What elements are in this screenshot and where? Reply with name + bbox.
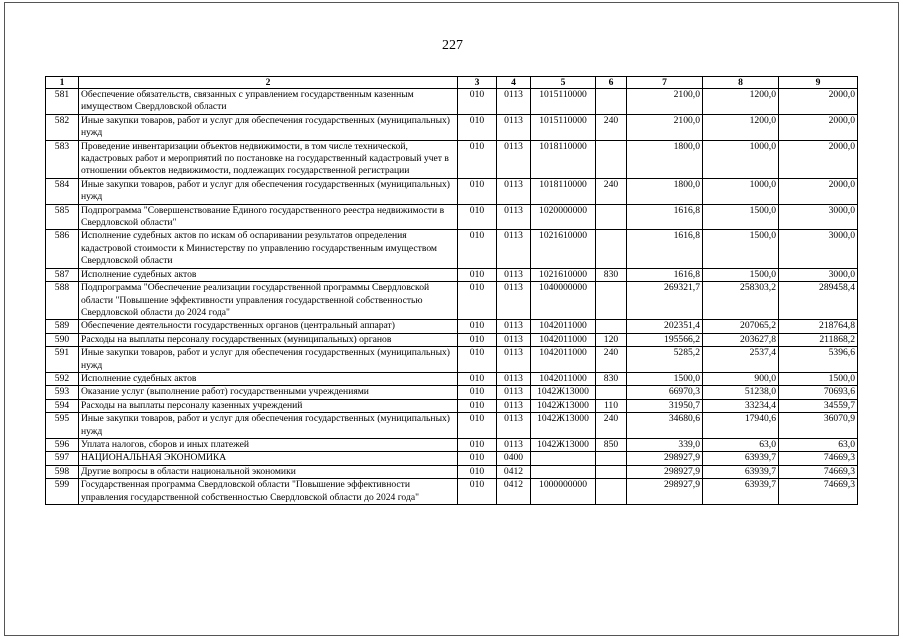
row-code-6 xyxy=(596,140,627,178)
row-number: 590 xyxy=(46,333,79,346)
row-code-4: 0113 xyxy=(497,230,531,268)
row-name: Проведение инвентаризации объектов недвижимости, в том числе технической, кадастровых работ и мероприятий по постановке на государственный кадастровый учет в отношении объектов недвижимости, подлежащих государственной регистрации xyxy=(79,140,458,178)
row-name: Обеспечение деятельности государственных органов (центральный аппарат) xyxy=(79,320,458,333)
row-code-3: 010 xyxy=(458,282,497,320)
row-code-3: 010 xyxy=(458,140,497,178)
row-code-6 xyxy=(596,465,627,478)
row-code-4: 0113 xyxy=(497,89,531,115)
row-code-5: 1021610000 xyxy=(531,268,596,281)
table-row xyxy=(46,479,858,505)
row-code-5: 1042Ж13000 xyxy=(531,399,596,412)
row-name: Иные закупки товаров, работ и услуг для обеспечения государственных (муниципальных) нужд xyxy=(79,347,458,373)
row-number: 589 xyxy=(46,320,79,333)
row-number: 595 xyxy=(46,413,79,439)
row-amount-8: 2537,4 xyxy=(703,347,779,373)
header-col-6: 6 xyxy=(596,77,627,89)
row-code-5: 1018110000 xyxy=(531,178,596,204)
row-number: 582 xyxy=(46,114,79,140)
row-number: 587 xyxy=(46,268,79,281)
row-number: 584 xyxy=(46,178,79,204)
table-row xyxy=(46,140,858,178)
row-code-3: 010 xyxy=(458,320,497,333)
row-code-6 xyxy=(596,204,627,230)
row-code-5: 1042011000 xyxy=(531,372,596,385)
row-amount-7: 5285,2 xyxy=(627,347,703,373)
row-code-4: 0113 xyxy=(497,268,531,281)
row-amount-8: 258303,2 xyxy=(703,282,779,320)
row-code-6: 830 xyxy=(596,268,627,281)
table-row xyxy=(46,413,858,439)
row-code-5: 1042Ж13000 xyxy=(531,386,596,399)
row-name: Другие вопросы в области национальной экономики xyxy=(79,465,458,478)
row-code-4: 0113 xyxy=(497,399,531,412)
row-name: Подпрограмма "Совершенствование Единого государственного реестра недвижимости в Свердловской области" xyxy=(79,204,458,230)
row-number: 594 xyxy=(46,399,79,412)
row-code-6: 240 xyxy=(596,413,627,439)
row-amount-9: 63,0 xyxy=(779,438,858,451)
row-code-3: 010 xyxy=(458,399,497,412)
row-amount-7: 2100,0 xyxy=(627,89,703,115)
row-number: 597 xyxy=(46,452,79,465)
table-row xyxy=(46,438,858,451)
row-amount-8: 900,0 xyxy=(703,372,779,385)
row-amount-9: 70693,6 xyxy=(779,386,858,399)
header-col-5: 5 xyxy=(531,77,596,89)
row-code-5: 1040000000 xyxy=(531,282,596,320)
row-amount-8: 51238,0 xyxy=(703,386,779,399)
row-amount-8: 1200,0 xyxy=(703,114,779,140)
row-amount-9: 3000,0 xyxy=(779,204,858,230)
row-amount-8: 1000,0 xyxy=(703,140,779,178)
row-amount-8: 63939,7 xyxy=(703,452,779,465)
row-amount-7: 1500,0 xyxy=(627,372,703,385)
row-amount-7: 195566,2 xyxy=(627,333,703,346)
row-code-6: 240 xyxy=(596,178,627,204)
row-code-3: 010 xyxy=(458,438,497,451)
budget-table xyxy=(45,76,858,505)
header-col-9: 9 xyxy=(779,77,858,89)
row-amount-9: 36070,9 xyxy=(779,413,858,439)
row-amount-9: 211868,2 xyxy=(779,333,858,346)
row-number: 598 xyxy=(46,465,79,478)
row-name: НАЦИОНАЛЬНАЯ ЭКОНОМИКА xyxy=(79,452,458,465)
row-code-6: 850 xyxy=(596,438,627,451)
header-col-2: 2 xyxy=(79,77,458,89)
row-name: Иные закупки товаров, работ и услуг для обеспечения государственных (муниципальных) нужд xyxy=(79,413,458,439)
header-col-7: 7 xyxy=(627,77,703,89)
table-row xyxy=(46,465,858,478)
row-amount-8: 1000,0 xyxy=(703,178,779,204)
row-code-6: 830 xyxy=(596,372,627,385)
table-row xyxy=(46,89,858,115)
row-code-4: 0113 xyxy=(497,114,531,140)
table-row xyxy=(46,347,858,373)
row-code-4: 0113 xyxy=(497,438,531,451)
row-code-3: 010 xyxy=(458,413,497,439)
row-code-4: 0113 xyxy=(497,347,531,373)
row-code-4: 0113 xyxy=(497,333,531,346)
row-amount-8: 63,0 xyxy=(703,438,779,451)
table-header-row xyxy=(46,77,858,89)
row-name: Государственная программа Свердловской области "Повышение эффективности управления государственной собственностью Свердловской области до 2024 года" xyxy=(79,479,458,505)
row-number: 581 xyxy=(46,89,79,115)
row-number: 585 xyxy=(46,204,79,230)
table-row xyxy=(46,282,858,320)
row-amount-9: 3000,0 xyxy=(779,268,858,281)
row-name: Обеспечение обязательств, связанных с управлением государственным казенным имуществом Свердловской области xyxy=(79,89,458,115)
row-amount-8: 1500,0 xyxy=(703,268,779,281)
row-amount-7: 202351,4 xyxy=(627,320,703,333)
row-code-3: 010 xyxy=(458,333,497,346)
row-code-4: 0113 xyxy=(497,204,531,230)
row-amount-8: 1200,0 xyxy=(703,89,779,115)
row-amount-9: 218764,8 xyxy=(779,320,858,333)
row-amount-7: 31950,7 xyxy=(627,399,703,412)
row-code-6 xyxy=(596,320,627,333)
row-code-6 xyxy=(596,452,627,465)
row-amount-7: 298927,9 xyxy=(627,465,703,478)
row-name: Оказание услуг (выполнение работ) государственными учреждениями xyxy=(79,386,458,399)
row-amount-7: 298927,9 xyxy=(627,452,703,465)
row-code-4: 0113 xyxy=(497,386,531,399)
row-code-3: 010 xyxy=(458,114,497,140)
row-number: 591 xyxy=(46,347,79,373)
table-row xyxy=(46,178,858,204)
row-amount-7: 2100,0 xyxy=(627,114,703,140)
row-name: Уплата налогов, сборов и иных платежей xyxy=(79,438,458,451)
row-amount-7: 1800,0 xyxy=(627,140,703,178)
row-code-5: 1018110000 xyxy=(531,140,596,178)
row-code-3: 010 xyxy=(458,204,497,230)
row-code-5: 1021610000 xyxy=(531,230,596,268)
row-code-4: 0113 xyxy=(497,282,531,320)
row-amount-8: 17940,6 xyxy=(703,413,779,439)
row-code-3: 010 xyxy=(458,465,497,478)
table-row xyxy=(46,230,858,268)
row-amount-9: 74669,3 xyxy=(779,465,858,478)
row-code-6: 110 xyxy=(596,399,627,412)
row-code-3: 010 xyxy=(458,230,497,268)
row-code-5: 1015110000 xyxy=(531,114,596,140)
row-amount-8: 63939,7 xyxy=(703,479,779,505)
row-amount-8: 1500,0 xyxy=(703,204,779,230)
row-number: 583 xyxy=(46,140,79,178)
row-code-6: 120 xyxy=(596,333,627,346)
table-row xyxy=(46,386,858,399)
row-number: 593 xyxy=(46,386,79,399)
row-name: Расходы на выплаты персоналу государственных (муниципальных) органов xyxy=(79,333,458,346)
page-number: 227 xyxy=(442,38,463,53)
table-row xyxy=(46,372,858,385)
row-name: Иные закупки товаров, работ и услуг для обеспечения государственных (муниципальных) нужд xyxy=(79,114,458,140)
row-code-6: 240 xyxy=(596,114,627,140)
table-row xyxy=(46,114,858,140)
row-code-6 xyxy=(596,479,627,505)
row-name: Исполнение судебных актов по искам об оспаривании результатов определения кадастровой стоимости к Министерству по управлению государственным имуществом Свердловской области xyxy=(79,230,458,268)
row-amount-9: 1500,0 xyxy=(779,372,858,385)
row-code-3: 010 xyxy=(458,372,497,385)
row-code-4: 0113 xyxy=(497,320,531,333)
row-name: Иные закупки товаров, работ и услуг для обеспечения государственных (муниципальных) нужд xyxy=(79,178,458,204)
row-code-4: 0412 xyxy=(497,465,531,478)
row-code-4: 0113 xyxy=(497,413,531,439)
row-amount-7: 66970,3 xyxy=(627,386,703,399)
row-amount-7: 34680,6 xyxy=(627,413,703,439)
row-amount-9: 3000,0 xyxy=(779,230,858,268)
row-code-5 xyxy=(531,452,596,465)
row-amount-9: 74669,3 xyxy=(779,479,858,505)
row-amount-7: 298927,9 xyxy=(627,479,703,505)
table-row xyxy=(46,333,858,346)
row-amount-7: 1616,8 xyxy=(627,230,703,268)
row-code-6 xyxy=(596,89,627,115)
row-code-6 xyxy=(596,230,627,268)
table-row xyxy=(46,204,858,230)
row-code-6: 240 xyxy=(596,347,627,373)
row-amount-8: 33234,4 xyxy=(703,399,779,412)
row-amount-7: 1616,8 xyxy=(627,204,703,230)
table-row xyxy=(46,268,858,281)
row-code-5: 1042011000 xyxy=(531,347,596,373)
row-code-4: 0400 xyxy=(497,452,531,465)
row-number: 596 xyxy=(46,438,79,451)
row-amount-9: 74669,3 xyxy=(779,452,858,465)
row-name: Исполнение судебных актов xyxy=(79,268,458,281)
row-code-5: 1020000000 xyxy=(531,204,596,230)
table-row xyxy=(46,452,858,465)
row-code-3: 010 xyxy=(458,479,497,505)
row-code-6 xyxy=(596,386,627,399)
row-code-4: 0113 xyxy=(497,178,531,204)
row-code-3: 010 xyxy=(458,178,497,204)
row-code-3: 010 xyxy=(458,452,497,465)
header-col-1: 1 xyxy=(46,77,79,89)
row-amount-9: 289458,4 xyxy=(779,282,858,320)
row-number: 586 xyxy=(46,230,79,268)
row-amount-8: 203627,8 xyxy=(703,333,779,346)
row-code-5: 1042011000 xyxy=(531,320,596,333)
row-amount-9: 2000,0 xyxy=(779,114,858,140)
row-amount-7: 269321,7 xyxy=(627,282,703,320)
row-amount-9: 34559,7 xyxy=(779,399,858,412)
row-amount-7: 1616,8 xyxy=(627,268,703,281)
row-code-6 xyxy=(596,282,627,320)
row-name: Расходы на выплаты персоналу казенных учреждений xyxy=(79,399,458,412)
row-code-4: 0412 xyxy=(497,479,531,505)
row-amount-9: 2000,0 xyxy=(779,178,858,204)
header-col-8: 8 xyxy=(703,77,779,89)
row-amount-7: 1800,0 xyxy=(627,178,703,204)
row-number: 588 xyxy=(46,282,79,320)
row-code-4: 0113 xyxy=(497,140,531,178)
row-code-5 xyxy=(531,465,596,478)
row-amount-9: 5396,6 xyxy=(779,347,858,373)
row-name: Подпрограмма "Обеспечение реализации государственной программы Свердловской области "Повышение эффективности управления государственной собственностью Свердловской области до 2024 года" xyxy=(79,282,458,320)
row-amount-8: 1500,0 xyxy=(703,230,779,268)
header-col-3: 3 xyxy=(458,77,497,89)
row-number: 592 xyxy=(46,372,79,385)
row-amount-9: 2000,0 xyxy=(779,140,858,178)
header-col-4: 4 xyxy=(497,77,531,89)
row-number: 599 xyxy=(46,479,79,505)
row-name: Исполнение судебных актов xyxy=(79,372,458,385)
row-code-5: 1015110000 xyxy=(531,89,596,115)
table-row xyxy=(46,399,858,412)
row-amount-7: 339,0 xyxy=(627,438,703,451)
row-code-5: 1042Ж13000 xyxy=(531,413,596,439)
row-code-3: 010 xyxy=(458,386,497,399)
row-code-5: 1042011000 xyxy=(531,333,596,346)
row-code-5: 1042Ж13000 xyxy=(531,438,596,451)
row-code-3: 010 xyxy=(458,89,497,115)
row-code-3: 010 xyxy=(458,347,497,373)
row-code-3: 010 xyxy=(458,268,497,281)
row-amount-8: 63939,7 xyxy=(703,465,779,478)
row-code-5: 1000000000 xyxy=(531,479,596,505)
row-amount-9: 2000,0 xyxy=(779,89,858,115)
table-row xyxy=(46,320,858,333)
row-amount-8: 207065,2 xyxy=(703,320,779,333)
row-code-4: 0113 xyxy=(497,372,531,385)
